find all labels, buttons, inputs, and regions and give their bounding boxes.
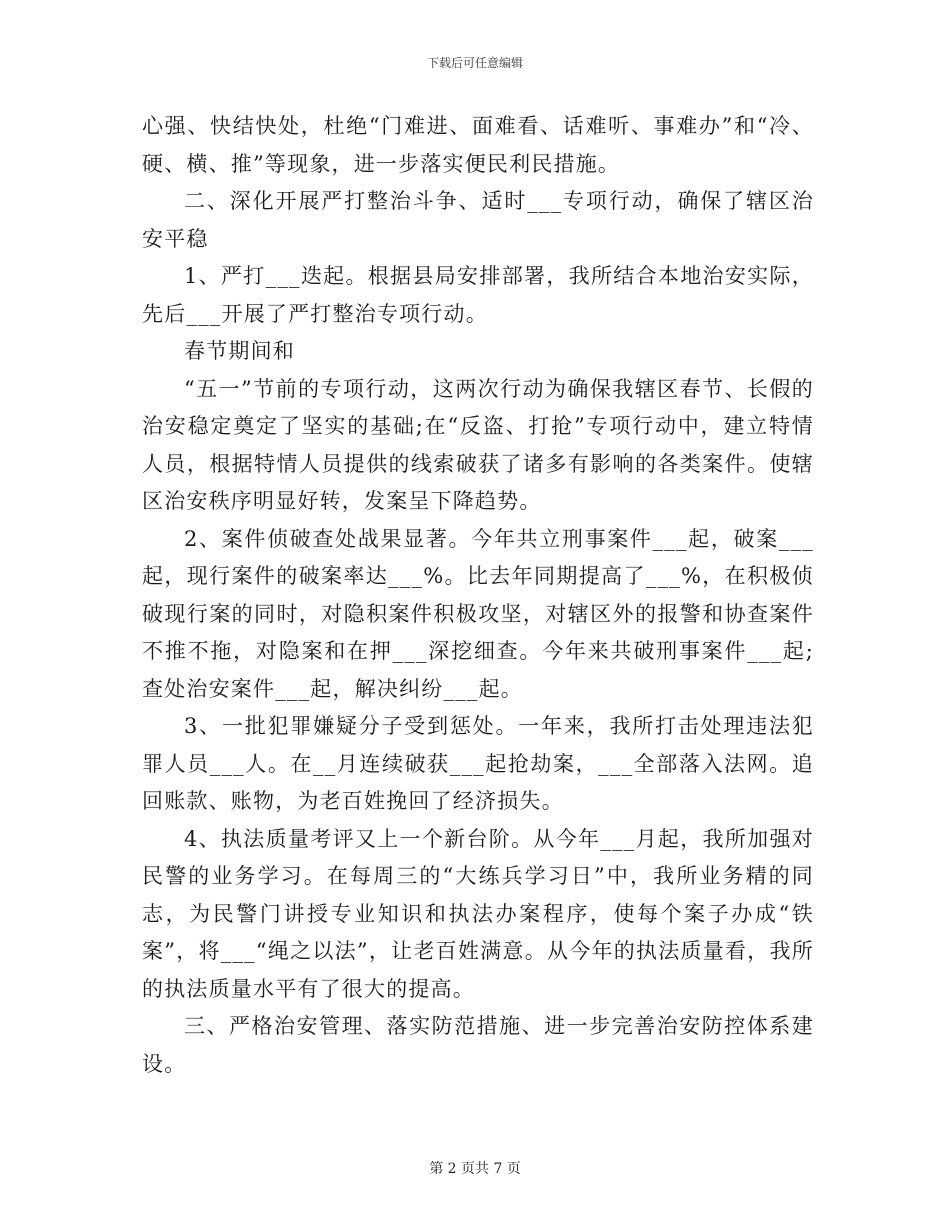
paragraph: 1、严打___迭起。根据县局安排部署，我所结合本地治安实际，先后___开展了严打整治专项行动。 — [142, 264, 814, 326]
page-number: 第 2 页共 7 页 — [429, 1161, 521, 1177]
section-heading: 三、严格治安管理、落实防范措施、进一步完善治安防控体系建设。 — [142, 1014, 814, 1076]
section-heading: 二、深化开展严打整治斗争、适时___专项行动，确保了辖区治安平稳 — [142, 189, 814, 251]
paragraph: 4、执法质量考评又上一个新台阶。从今年___月起，我所加强对民警的业务学习。在每周三的“大练兵学习日”中，我所业务精的同志，为民警门讲授专业知识和执法办案程序，使每个案子办成“铁案”，将___“绳之以法”，让老百姓满意。从今年的执法质量看，我所的执法质量水平有了很大的提高。 — [142, 826, 814, 1001]
paragraph: 春节期间和 — [184, 339, 295, 363]
paragraph: 心强、快结快处，杜绝“门难进、面难看、话难听、事难办”和“冷、硬、横、推”等现象，进一步落实便民利民措施。 — [142, 114, 814, 176]
paragraph: 2、案件侦破查处战果显著。今年共立刑事案件___起，破案___起，现行案件的破案率达___%。比去年同期提高了___%，在积极侦破现行案的同时，对隐积案件积极攻坚，对辖区外的报警和协查案件不推不拖，对隐案和在押___深挖细查。今年来共破刑事案件___起;查处治安案件___起，解决纠纷___起。 — [142, 526, 814, 701]
page-header-note: 下载后可任意编辑 — [426, 56, 523, 70]
document-body — [142, 108, 814, 1083]
paragraph: “五一”节前的专项行动，这两次行动为确保我辖区春节、长假的治安稳定奠定了坚实的基础;在“反盗、打抢”专项行动中，建立特情人员，根据特情人员提供的线索破获了诸多有影响的各类案件。使辖区治安秩序明显好转，发案呈下降趋势。 — [142, 376, 814, 513]
paragraph: 3、一批犯罪嫌疑分子受到惩处。一年来，我所打击处理违法犯罪人员___人。在__月连续破获___起抢劫案，___全部落入法网。追回账款、账物，为老百姓挽回了经济损失。 — [142, 714, 814, 813]
